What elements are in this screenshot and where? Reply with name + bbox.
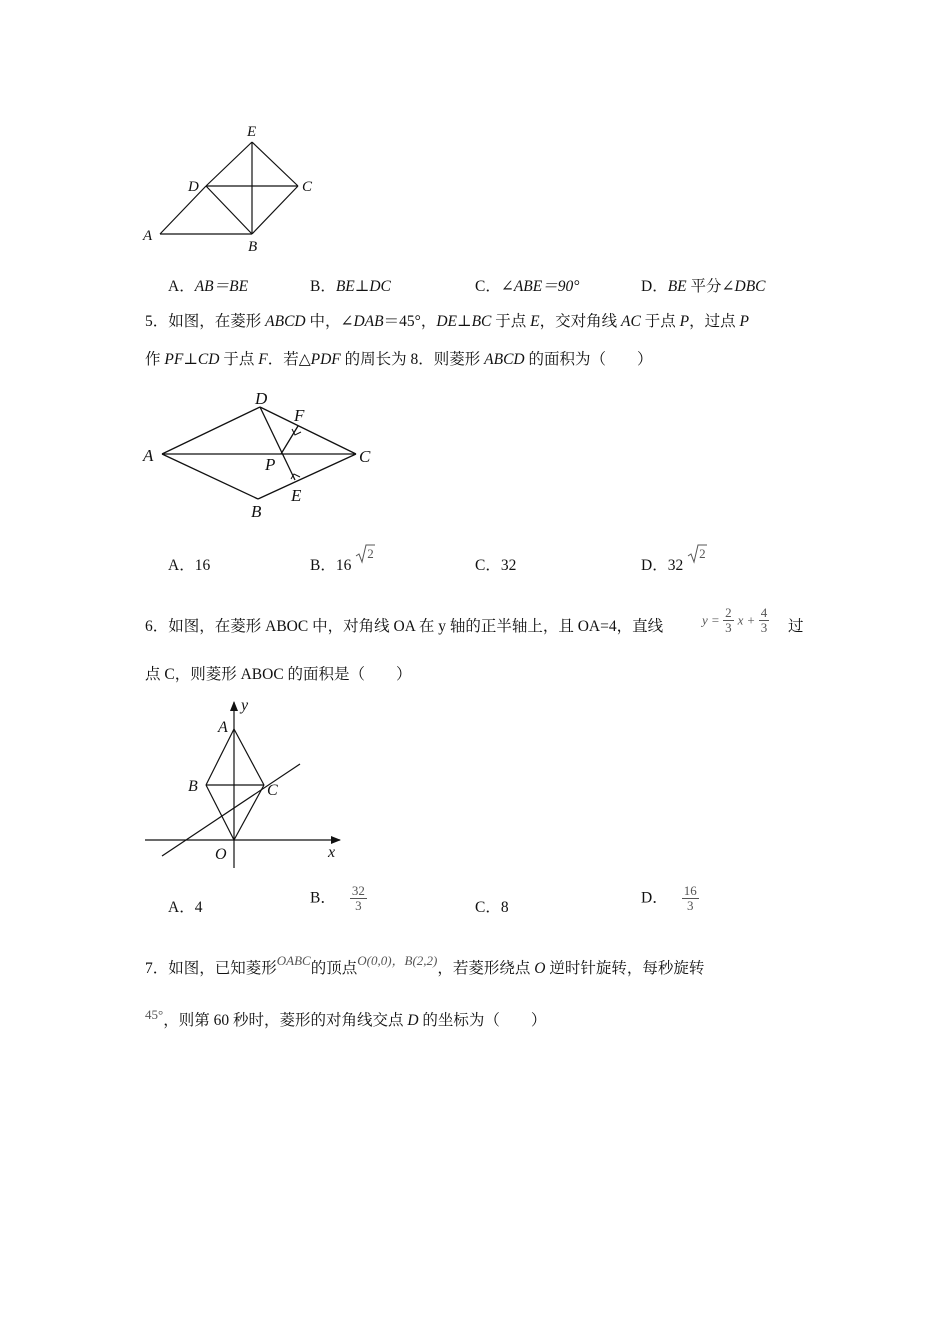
q5-stem-line2: 作 PF⊥CD 于点 F．若△PDF 的周长为 8．则菱形 ABCD 的面积为（ ）	[145, 351, 653, 368]
label-e: E	[247, 124, 257, 140]
label-c: C	[267, 782, 278, 799]
sqrt-symbol: 2	[357, 544, 364, 564]
line-y-equals	[162, 764, 300, 856]
figure-q4	[140, 120, 330, 260]
q6-stem-line2: 点 C，则菱形 ABOC 的面积是（ ）	[145, 666, 412, 683]
sqrt-symbol: 2	[689, 544, 696, 564]
figure-q5	[140, 385, 390, 525]
q4-option-b[interactable]: B．BE⊥DC	[310, 278, 391, 295]
label-f: F	[294, 406, 305, 425]
segment-ba	[162, 454, 258, 499]
label-y: y	[241, 697, 249, 714]
figure-q6	[140, 692, 355, 872]
segment-ad	[160, 186, 206, 234]
segment-de	[206, 142, 252, 186]
label-d: D	[255, 389, 268, 408]
q5-option-a[interactable]: A．16	[168, 557, 211, 574]
segment-cb	[252, 186, 298, 234]
segment-ad	[162, 407, 260, 454]
segment-dc	[260, 407, 356, 454]
q7-stem-line2: $^{45^\circ}$，则第 60 秒时，菱形的对角线交点 D 的坐标为（ ）	[145, 1007, 547, 1029]
label-e: E	[291, 486, 302, 505]
q4-option-d[interactable]: D．BE 平分∠DBC	[641, 278, 766, 295]
label-d: D	[188, 179, 199, 195]
segment-oc	[234, 785, 264, 840]
segment-ca	[234, 729, 264, 785]
label-b: B	[188, 778, 198, 795]
segment-pf	[281, 426, 298, 454]
q5-option-b[interactable]: B．16 2	[310, 546, 374, 574]
q6-option-b[interactable]: B． $\frac{32}{3}$	[310, 883, 365, 913]
q4-option-c[interactable]: C．∠ABE＝90°	[475, 278, 580, 295]
q6-stem-line1-end: 过	[788, 618, 804, 635]
label-a: A	[143, 228, 153, 244]
label-a: A	[218, 719, 228, 736]
label-o: O	[215, 846, 227, 863]
q6-option-d[interactable]: D． $\frac{16}{3}$	[641, 883, 697, 913]
label-p: P	[265, 455, 276, 474]
q7-stem-line1: 7．如图，已知菱形$^{OABC}$的顶点$^{O(0,0),B(2,2)}$，若菱形绕点 O 逆时针旋转，每秒旋转	[145, 953, 705, 977]
segment-bo	[206, 785, 234, 840]
label-c: C	[302, 179, 313, 195]
segment-ab	[206, 729, 234, 785]
q6-option-a[interactable]: A．4	[168, 899, 203, 916]
q5-stem-line1: 5．如图，在菱形 ABCD 中，∠DAB＝45°，DE⊥BC 于点 E，交对角线 AC 于点 P，过点 P	[145, 313, 749, 330]
segment-ec	[252, 142, 298, 186]
q6-stem-line1: 6．如图，在菱形 ABOC 中，对角线 OA 在 y 轴的正半轴上，且 OA=4，直线	[145, 618, 664, 635]
label-b: B	[251, 502, 262, 521]
q4-option-a[interactable]: A．AB＝BE	[168, 278, 249, 295]
label-a: A	[143, 446, 154, 465]
segment-db	[206, 186, 252, 234]
q6-option-c[interactable]: C．8	[475, 899, 509, 916]
q5-option-d[interactable]: D．32 2	[641, 546, 706, 574]
label-b: B	[248, 239, 258, 255]
q6-equation: y = $\frac{2}{3}$ x + $\frac{4}{3}$	[702, 605, 768, 635]
q5-option-c[interactable]: C．32	[475, 557, 517, 574]
label-c: C	[359, 447, 371, 466]
label-x: x	[328, 844, 336, 861]
